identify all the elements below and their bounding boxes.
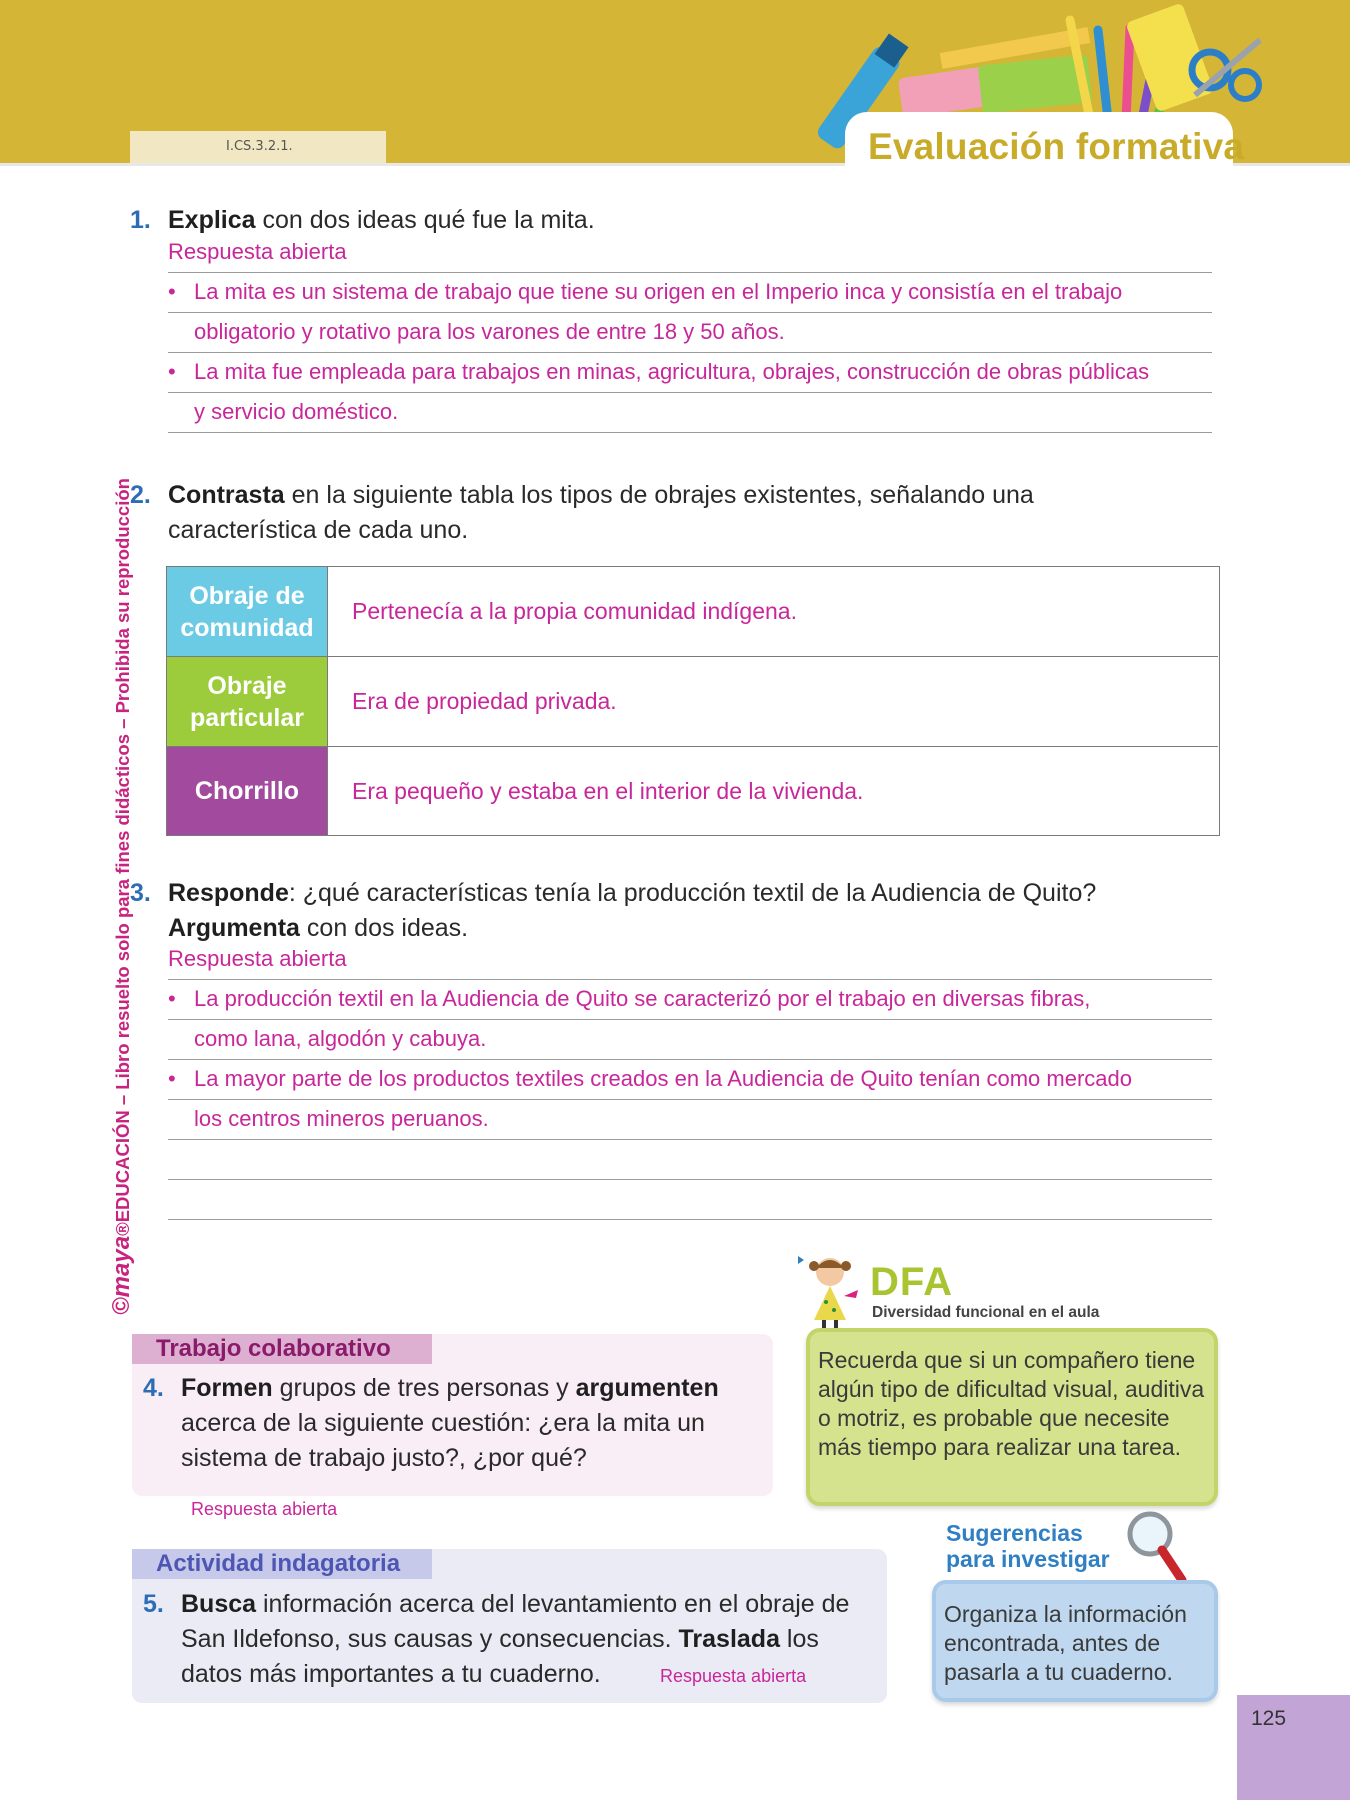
question-text: grupos de tres personas y [272,1374,576,1402]
question-4 [143,1371,763,1476]
page-title: Evaluación formativa [868,126,1245,167]
question-verb: Explica [168,206,256,234]
suggestions-title [946,1520,1110,1572]
dfa-text: Recuerda que si un compañero tiene algún tipo de dificultad visual, auditiva o motriz, es probable que necesite más tiempo para realizar una tarea. [818,1347,1205,1460]
table-row [167,657,1218,747]
row-value: Pertenecía a la propia comunidad indígena. [352,598,797,624]
copyright-notice: ®EDUCACIÓN – Libro resuelto solo para fines didácticos – Prohibida su reproducción [112,478,133,1236]
answer-text: La mita fue empleada para trabajos en minas, agricultura, obrajes, construcción de obras públicas [194,359,1150,384]
answer-label: Respuesta abierta [168,946,347,971]
row-header: Obraje de comunidad [167,567,328,656]
table-row [167,567,1218,657]
page-number: 125 [1251,1707,1287,1730]
girl-mascot-icon [790,1250,870,1335]
answer-line [168,1100,1212,1140]
question-number: 1. [130,206,151,234]
answer-line [168,393,1212,433]
question-verb: Busca [181,1590,257,1618]
row-header: Obraje particular [167,657,328,746]
question-number: 3. [130,879,151,907]
answer-label-line [168,940,1212,980]
answer-text: y servicio doméstico. [194,399,399,424]
question-text: con dos ideas qué fue la mita. [255,206,595,234]
question-verb-2: Traslada [678,1625,780,1653]
question-text: información acerca del levantamiento en el obraje de San Ildefonso, sus causas y consecuencias. [181,1590,850,1653]
page-number-tab [1237,1695,1350,1800]
answer-line [168,273,1212,313]
question-text-2: con dos ideas. [299,914,469,942]
answer-text: La mayor parte de los productos textiles creados en la Audiencia de Quito tenían como mercado [194,1066,1132,1091]
row-header: Chorrillo [167,747,328,835]
answer-line [168,353,1212,393]
answer-label: Respuesta abierta [660,1666,807,1686]
curriculum-code: I.CS.3.2.1. [130,131,386,163]
question-text: en la siguiente tabla los tipos de obrajes existentes, señalando una característica de cada uno. [168,481,1034,544]
question-verb: Responde [168,879,289,907]
question-text-2: los datos más importantes a tu cuaderno. [181,1625,819,1688]
question-number: 5. [143,1590,164,1618]
question-verb-2: argumenten [575,1374,719,1402]
question-text-2: acerca de la siguiente cuestión: ¿era la mita un sistema de trabajo justo?, ¿por qué? [181,1409,705,1472]
answer-text: La producción textil en la Audiencia de Quito se caracterizó por el trabajo en diversas fibras, [194,986,1091,1011]
bullet: • [168,279,176,304]
answer-label-line [168,233,1212,273]
publisher-brand: ©maya [108,1235,135,1315]
bullet: • [168,986,176,1011]
answer-label: Respuesta abierta [168,239,347,264]
answer-line[interactable] [168,1140,1212,1180]
dfa-title: DFA [870,1260,953,1304]
question-verb: Contrasta [168,481,285,509]
question-text: : ¿qué características tenía la producción textil de la Audiencia de Quito? [288,879,1097,907]
answer-line [168,313,1212,353]
obraje-table [166,566,1220,836]
answer-line[interactable] [168,1180,1212,1220]
question-number: 2. [130,481,151,509]
answer-text: obligatorio y rotativo para los varones de entre 18 y 50 años. [194,319,785,344]
question-2 [130,478,1130,548]
answer-line [168,980,1212,1020]
suggestions-title-line2: para investigar [946,1546,1110,1572]
question-verb: Formen [181,1374,273,1402]
question-number: 4. [143,1374,164,1402]
bullet: • [168,359,176,384]
answer-text: como lana, algodón y cabuya. [194,1026,487,1051]
bullet: • [168,1066,176,1091]
dfa-subtitle: Diversidad funcional en el aula [872,1304,1100,1321]
row-value: Era de propiedad privada. [352,688,617,714]
collaborative-tag: Trabajo colaborativo [132,1334,432,1364]
magnifying-glass-icon [1122,1508,1192,1588]
suggestions-text: Organiza la información encontrada, antes de pasarla a tu cuaderno. [944,1601,1187,1685]
answer-text: los centros mineros peruanos. [194,1106,489,1131]
row-value: Era pequeño y estaba en el interior de la vivienda. [352,777,864,804]
research-activity-tag: Actividad indagatoria [132,1549,432,1579]
question-verb-2: Argumenta [168,914,300,942]
question-3 [130,876,1230,946]
answer-line [168,1020,1212,1060]
table-row [167,747,1218,835]
answer-line [168,1060,1212,1100]
answer-label: Respuesta abierta [191,1499,338,1519]
answer-text: La mita es un sistema de trabajo que tiene su origen en el Imperio inca y consistía en el trabajo [194,279,1123,304]
suggestions-title-line1: Sugerencias [946,1520,1083,1546]
